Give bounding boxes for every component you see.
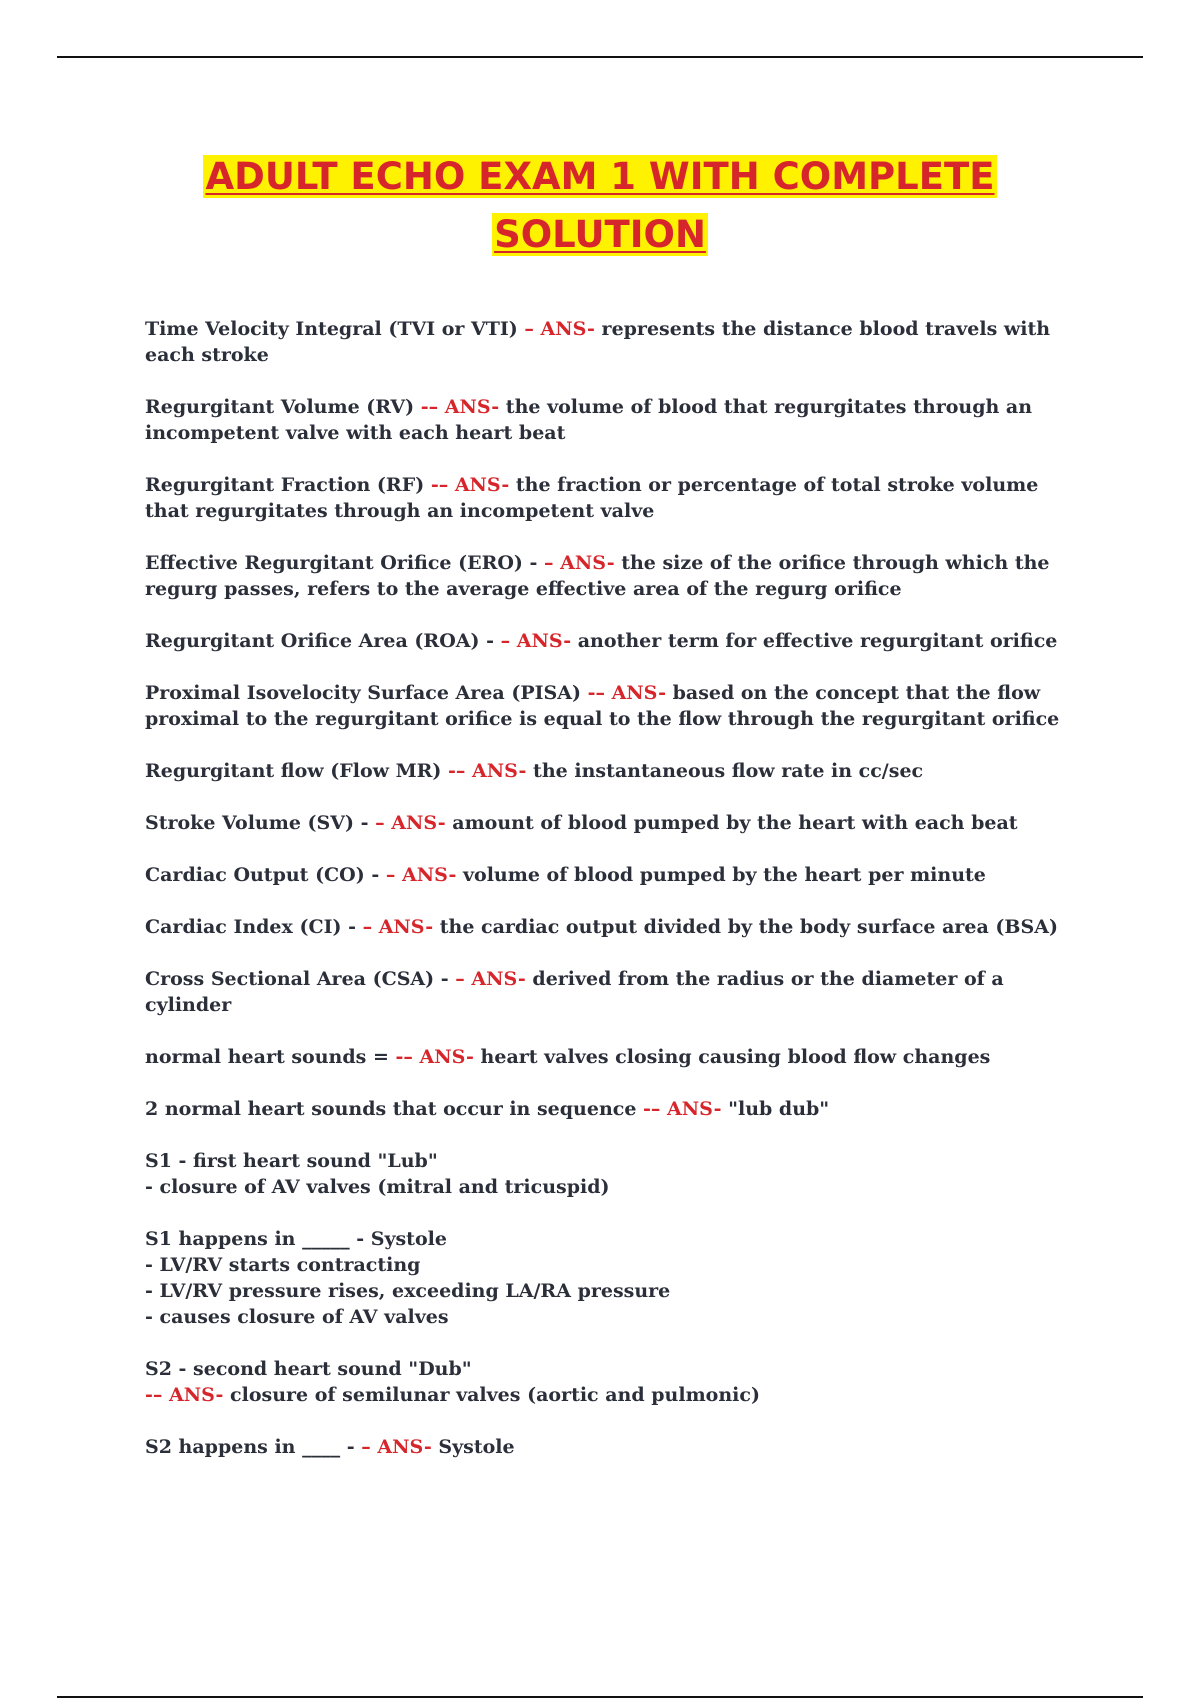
entry-answer: represents the distance blood travels with each stroke	[145, 318, 1051, 366]
entry-answer: "lub dub"	[721, 1098, 830, 1120]
qa-entry	[145, 862, 1075, 888]
entry-term: Regurgitant Orifice Area (ROA) -	[145, 630, 501, 652]
ans-marker: -– ANS-	[430, 474, 510, 496]
qa-entry	[145, 628, 1075, 654]
s1-timing	[145, 1226, 1075, 1330]
qa-entry	[145, 550, 1075, 602]
entry-answer: Systole	[431, 1436, 515, 1458]
qa-entry	[145, 758, 1075, 784]
entry-answer: amount of blood pumped by the heart with each beat	[445, 812, 1018, 834]
ans-marker: – ANS-	[544, 552, 615, 574]
entry-answer: the size of the orifice through which the regurg passes, refers to the average effective area of the regurg orifice	[145, 552, 1050, 600]
qa-entry	[145, 472, 1075, 524]
ans-marker: -– ANS-	[448, 760, 527, 782]
s1-definition	[145, 1148, 1075, 1200]
ans-marker: -– ANS-	[395, 1046, 474, 1068]
s1-line: - closure of AV valves (mitral and tricuspid)	[145, 1176, 610, 1198]
qa-entry	[145, 394, 1075, 446]
ans-marker: -– ANS-	[587, 682, 666, 704]
ans-marker: -– ANS-	[643, 1098, 722, 1120]
ans-marker: – ANS-	[375, 812, 446, 834]
ans-marker: – ANS-	[385, 864, 457, 886]
entry-term: Cardiac Output (CO) -	[145, 864, 386, 886]
qa-entry	[145, 1044, 1075, 1070]
entry-term: Stroke Volume (SV) -	[145, 812, 376, 834]
qa-entry	[145, 680, 1075, 732]
entry-term: Effective Regurgitant Orifice (ERO) -	[145, 552, 545, 574]
entry-answer: another term for effective regurgitant orifice	[571, 630, 1058, 652]
s1-timing-line: - LV/RV starts contracting	[145, 1254, 421, 1276]
qa-entry	[145, 810, 1075, 836]
s2-definition	[145, 1356, 1075, 1408]
header-rule	[57, 56, 1143, 58]
ans-marker: – ANS-	[361, 1436, 432, 1458]
footer-rule	[57, 1696, 1143, 1698]
entry-term: S2 happens in ____ -	[145, 1436, 362, 1458]
s1-timing-line: S1 happens in _____ - Systole	[145, 1228, 447, 1250]
entry-answer: derived from the radius or the diameter of a cylinder	[145, 968, 1004, 1016]
ans-marker: – ANS-	[455, 968, 526, 990]
qa-entry	[145, 914, 1075, 940]
qa-list	[145, 316, 1075, 1486]
entry-term: Cardiac Index (CI) -	[145, 916, 363, 938]
entry-term: normal heart sounds =	[145, 1046, 396, 1068]
page-title	[0, 148, 1200, 264]
entry-answer: the cardiac output divided by the body surface area (BSA)	[433, 916, 1058, 938]
title-line-2: SOLUTION	[494, 213, 706, 256]
entry-term: Regurgitant flow (Flow MR)	[145, 760, 449, 782]
s2-timing	[145, 1434, 1075, 1460]
s1-timing-line: - LV/RV pressure rises, exceeding LA/RA pressure	[145, 1280, 671, 1302]
entry-term: Regurgitant Fraction (RF)	[145, 474, 431, 496]
entry-term: Regurgitant Volume (RV)	[145, 396, 421, 418]
ans-marker: – ANS-	[362, 916, 434, 938]
qa-entry	[145, 316, 1075, 368]
entry-term: Proximal Isovelocity Surface Area (PISA)	[145, 682, 588, 704]
entry-answer: the volume of blood that regurgitates through an incompetent valve with each heart beat	[145, 396, 1033, 444]
entry-term: Cross Sectional Area (CSA) -	[145, 968, 456, 990]
entry-term: 2 normal heart sounds that occur in sequence	[145, 1098, 644, 1120]
entry-answer: heart valves closing causing blood flow changes	[473, 1046, 991, 1068]
ans-marker: -– ANS-	[145, 1384, 224, 1406]
s2-answer-line	[145, 1382, 1075, 1408]
ans-marker: – ANS-	[524, 318, 595, 340]
qa-entry	[145, 1096, 1075, 1122]
entry-answer: the instantaneous flow rate in cc/sec	[526, 760, 924, 782]
s1-timing-line: - causes closure of AV valves	[145, 1306, 449, 1328]
entry-term: Time Velocity Integral (TVI or VTI)	[145, 318, 525, 340]
s2-line: S2 - second heart sound "Dub"	[145, 1358, 472, 1380]
ans-marker: -– ANS-	[420, 396, 500, 418]
s1-line: S1 - first heart sound "Lub"	[145, 1150, 438, 1172]
entry-answer: closure of semilunar valves (aortic and pulmonic)	[223, 1384, 760, 1406]
ans-marker: – ANS-	[500, 630, 572, 652]
entry-answer: based on the concept that the flow proximal to the regurgitant orifice is equal to the flow through the regurgitant orifice	[145, 682, 1060, 730]
title-line-1: ADULT ECHO EXAM 1 WITH COMPLETE	[205, 155, 995, 198]
qa-entry	[145, 966, 1075, 1018]
entry-answer: the fraction or percentage of total stroke volume that regurgitates through an incompetent valve	[145, 474, 1039, 522]
entry-answer: volume of blood pumped by the heart per minute	[456, 864, 986, 886]
